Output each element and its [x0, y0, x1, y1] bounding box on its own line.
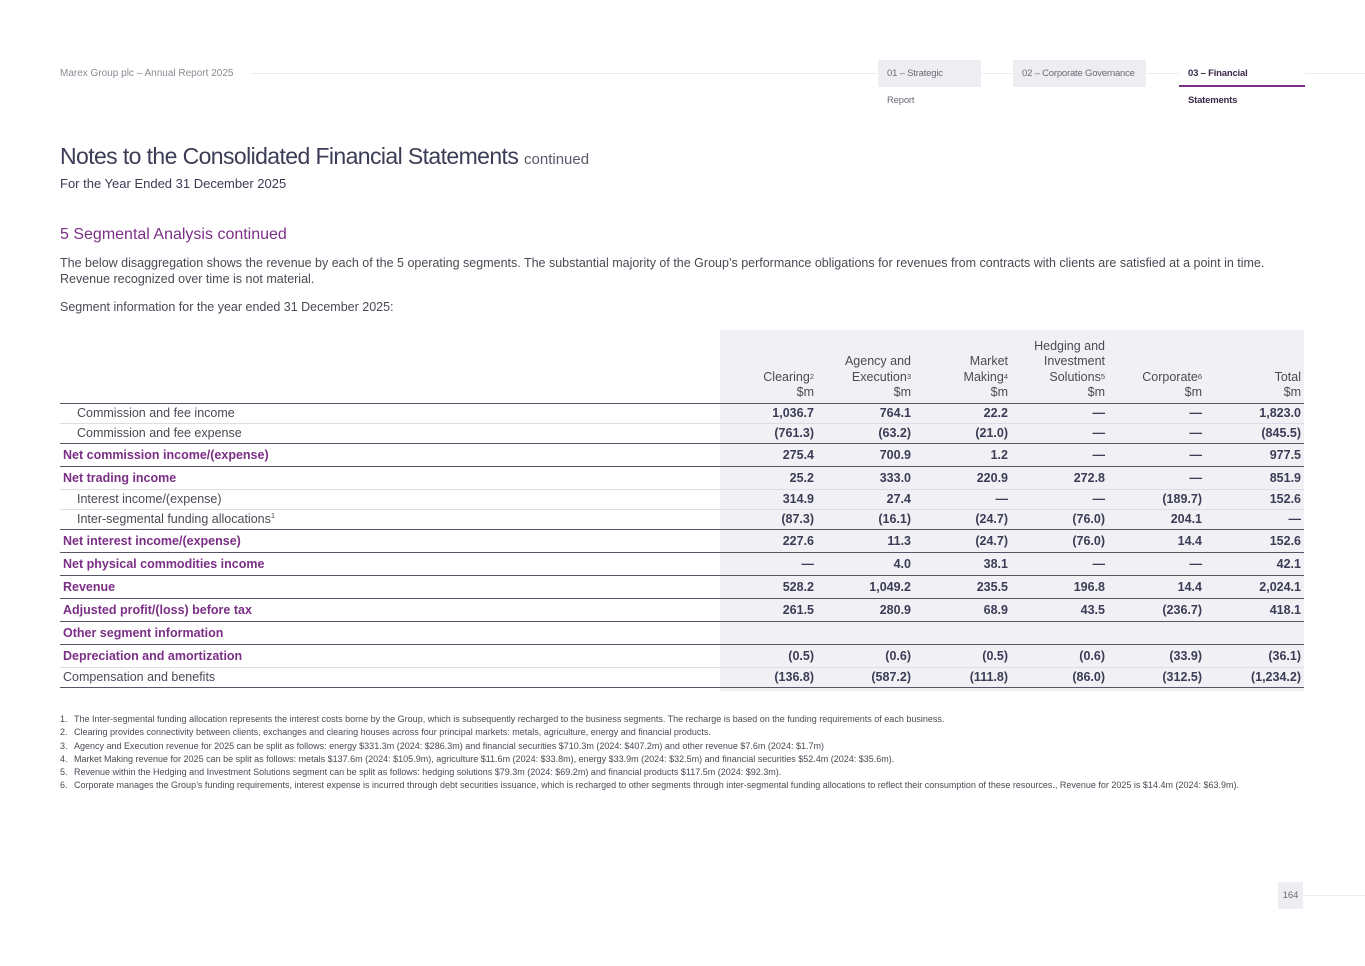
table-row: [60, 509, 1304, 529]
table-cell: 280.9: [817, 598, 914, 621]
header-label-cell: [60, 330, 720, 403]
footnote: [60, 726, 1305, 739]
table-cell: (761.3): [720, 423, 817, 443]
column-header: [817, 330, 914, 403]
row-label: [60, 443, 720, 466]
table-cell: 25.2: [720, 466, 817, 489]
column-header-name: [1111, 370, 1202, 386]
table-cell: 11.3: [817, 529, 914, 552]
row-footnote-ref: 1: [270, 511, 276, 520]
table-cell: 700.9: [817, 443, 914, 466]
section-suffix: continued: [217, 226, 287, 243]
row-label: [60, 403, 720, 423]
table-cell: 27.4: [817, 489, 914, 509]
table-row: [60, 529, 1304, 552]
column-header-line: [820, 339, 911, 355]
tab-strategic-report[interactable]: 01 – Strategic Report: [878, 60, 981, 87]
row-label-text: Adjusted profit/(loss) before tax: [63, 602, 252, 617]
row-label-text: Revenue: [63, 579, 116, 594]
table-cell: [1205, 621, 1304, 644]
column-header: [1205, 330, 1304, 403]
column-header-line: [723, 339, 814, 355]
table-cell: 1,049.2: [817, 575, 914, 598]
table-cell: 1.2: [914, 443, 1011, 466]
table-cell: —: [1108, 552, 1205, 575]
table-cell: —: [1011, 489, 1108, 509]
table-cell: —: [1108, 466, 1205, 489]
footnote: [60, 766, 1305, 779]
table-cell: (86.0): [1011, 667, 1108, 687]
table-cell: —: [1011, 552, 1108, 575]
table-cell: —: [1011, 443, 1108, 466]
table-cell: [817, 621, 914, 644]
report-title: Marex Group plc – Annual Report 2025: [60, 68, 234, 79]
footnote-number: 3.: [60, 740, 68, 751]
table-cell: —: [1189, 406, 1202, 420]
table-cell: 314.9: [720, 489, 817, 509]
table-cell: (24.7): [914, 509, 1011, 529]
column-unit: $m: [1283, 385, 1301, 399]
table-cell: 764.1: [879, 406, 911, 420]
column-unit: $m: [1184, 385, 1202, 399]
column-header: [1108, 330, 1205, 403]
table-row: [60, 667, 1304, 687]
column-header-line: Market: [969, 354, 1008, 368]
table-cell: 261.5: [720, 598, 817, 621]
table-cell: 1,823.0: [1259, 406, 1301, 420]
column-footnote-ref: 2: [809, 371, 814, 381]
table-cell: (236.7): [1108, 598, 1205, 621]
row-label: [60, 509, 720, 529]
segment-table: [60, 330, 1304, 688]
column-name: Corporate: [1142, 369, 1198, 384]
row-label-text: Other segment information: [63, 625, 224, 640]
column-unit: $m: [1087, 385, 1105, 399]
row-label-text: Net trading income: [63, 470, 177, 485]
table-row: [60, 403, 1304, 423]
table-cell: (76.0): [1011, 529, 1108, 552]
row-label: [60, 552, 720, 575]
table-cell: (312.5): [1108, 667, 1205, 687]
table-cell: —: [1108, 423, 1205, 443]
table-cell: [1108, 621, 1205, 644]
table-cell: 2,024.1: [1205, 575, 1304, 598]
table-cell: 204.1: [1108, 509, 1205, 529]
table-cell: (587.2): [817, 667, 914, 687]
column-header-name: [723, 370, 814, 386]
table-cell: (0.6): [817, 644, 914, 667]
table-cell: —: [1092, 406, 1105, 420]
row-label-text: Net interest income/(expense): [63, 533, 241, 548]
page-title-main: Notes to the Consolidated Financial Statements: [60, 143, 519, 169]
row-label: [60, 575, 720, 598]
table-cell: (111.8): [914, 667, 1011, 687]
table-row: [60, 598, 1304, 621]
table-cell: 68.9: [914, 598, 1011, 621]
footnote-text: The Inter-segmental funding allocation represents the interest costs borne by the Group, which is subsequently recharged to the business segments. The recharge is based on the funding requirements of each business.: [74, 714, 945, 724]
row-label-text: Commission and fee income: [77, 406, 235, 420]
footnote-number: 1.: [60, 714, 68, 724]
column-header-line: [1208, 339, 1301, 355]
footnote: [60, 779, 1305, 792]
row-label: [60, 466, 720, 489]
table-cell: (63.2): [817, 423, 914, 443]
row-label-text: Interest income/(expense): [77, 492, 222, 506]
intro-paragraph: The below disaggregation shows the revenue by each of the 5 operating segments. The substantial majority of the Group’s performance obligations for revenues from contracts with clients are satisfied at a point in time. Revenue recognized over time is not material.: [60, 256, 1265, 286]
table-cell: 14.4: [1108, 575, 1205, 598]
row-label-text: Compensation and benefits: [63, 670, 216, 684]
table-cell: [914, 621, 1011, 644]
table-cell: —: [720, 552, 817, 575]
column-header: [1011, 330, 1108, 403]
table-cell: 227.6: [720, 529, 817, 552]
section-title: 5 Segmental Analysis: [60, 226, 213, 243]
table-cell: (33.9): [1108, 644, 1205, 667]
column-unit: $m: [990, 385, 1008, 399]
row-label: [60, 598, 720, 621]
table-cell: (189.7): [1108, 489, 1205, 509]
column-unit: $m: [796, 385, 814, 399]
footnote-number: 2.: [60, 727, 68, 738]
row-label-text: Net commission income/(expense): [63, 447, 269, 462]
table-row: [60, 644, 1304, 667]
segment-info-caption: Segment information for the year ended 31 December 2025:: [60, 300, 394, 314]
column-name: Total: [1274, 369, 1301, 384]
table-cell: 152.6: [1205, 489, 1304, 509]
table-cell: (845.5): [1205, 423, 1304, 443]
row-label: [60, 489, 720, 509]
table-cell: 196.8: [1011, 575, 1108, 598]
column-header-name: [820, 370, 911, 386]
section-heading: [60, 226, 287, 244]
table-row: [60, 466, 1304, 489]
footnote: [60, 753, 1305, 766]
table-cell: —: [1108, 443, 1205, 466]
row-label-text: Depreciation and amortization: [63, 648, 243, 663]
column-header-name: [1014, 370, 1105, 386]
table-cell: 43.5: [1011, 598, 1108, 621]
column-name: Clearing: [763, 369, 810, 384]
table-cell: —: [1011, 423, 1108, 443]
table-cell: 4.0: [817, 552, 914, 575]
table-row: [60, 423, 1304, 443]
table-cell: (21.0): [914, 423, 1011, 443]
table-cell: (0.5): [720, 644, 817, 667]
table-cell: 977.5: [1205, 443, 1304, 466]
table-row: [60, 443, 1304, 466]
table-cell: 42.1: [1205, 552, 1304, 575]
footnote-number: 5.: [60, 767, 68, 778]
row-label: [60, 529, 720, 552]
table-row: [60, 552, 1304, 575]
column-header: [720, 330, 817, 403]
table-cell: [1011, 621, 1108, 644]
column-header-line: [917, 339, 1008, 355]
row-label-text: Commission and fee expense: [77, 426, 242, 440]
column-header-line: [1111, 354, 1202, 370]
footnote: [60, 713, 1305, 726]
column-header-line: [723, 354, 814, 370]
page-number: 164: [1278, 882, 1303, 909]
page-subtitle: For the Year Ended 31 December 2025: [60, 176, 287, 191]
table-row: [60, 621, 1304, 644]
footnote-text: Corporate manages the Group’s funding requirements, interest expense is incurred through debt securities issuance, which is recharged to other segments through inter-segmental funding allocations to reflect their consumption of these resources., Revenue for 2025 is $14.4m (2024: $63.9m).: [74, 780, 1239, 791]
column-footnote-ref: 3: [906, 371, 911, 381]
table-cell: 152.6: [1205, 529, 1304, 552]
table-cell: 272.8: [1011, 466, 1108, 489]
table-cell: 235.5: [914, 575, 1011, 598]
table-cell: 220.9: [914, 466, 1011, 489]
table-cell: (36.1): [1205, 644, 1304, 667]
row-label: [60, 667, 720, 687]
row-label-text: Net physical commodities income: [63, 556, 265, 571]
table-cell: 38.1: [914, 552, 1011, 575]
column-header-line: [1111, 339, 1202, 355]
footnote: [60, 740, 1305, 753]
table-cell: (76.0): [1011, 509, 1108, 529]
footnote-text: Clearing provides connectivity between clients, exchanges and clearing houses across four principal markets: metals, agriculture, energy and financial products.: [74, 727, 711, 738]
footnote-text: Market Making revenue for 2025 can be split as follows: metals $137.6m (2024: $105.9m), agriculture $11.6m (2024: $33.8m), energy $33.9m (2024: $32.5m) and financial securities $52.4m (2024: $35.6m).: [74, 753, 895, 764]
table-cell: (0.5): [914, 644, 1011, 667]
footer-rule: [1303, 895, 1365, 896]
column-header-name: [1208, 370, 1301, 386]
table-cell: 22.2: [983, 406, 1008, 420]
column-header-name: [917, 370, 1008, 386]
column-header-line: Agency and: [844, 354, 911, 368]
column-footnote-ref: 6: [1197, 371, 1202, 381]
table-cell: 528.2: [720, 575, 817, 598]
page-title-suffix: continued: [524, 151, 590, 168]
column-unit: $m: [893, 385, 911, 399]
table-cell: (24.7): [914, 529, 1011, 552]
table-body: [60, 403, 1304, 687]
tab-corporate-governance[interactable]: 02 – Corporate Governance: [1013, 60, 1146, 87]
table-cell: 418.1: [1205, 598, 1304, 621]
footnotes: [60, 713, 1305, 793]
table-row: [60, 489, 1304, 509]
table-cell: (0.6): [1011, 644, 1108, 667]
table-cell: 1,036.7: [772, 406, 814, 420]
table-cell: 14.4: [1108, 529, 1205, 552]
table-cell: 851.9: [1205, 466, 1304, 489]
footnote-number: 4.: [60, 753, 68, 764]
table-cell: [720, 621, 817, 644]
tab-financial-statements[interactable]: 03 – Financial Statements: [1179, 60, 1305, 87]
footnote-text: Revenue within the Hedging and Investment Solutions segment can be split as follows: hedging solutions $79.3m (2024: $69.2m) and financial products $117.5m (2024: $92.3m).: [74, 767, 782, 778]
column-footnote-ref: 4: [1003, 371, 1008, 381]
column-footnote-ref: 5: [1100, 371, 1105, 381]
page-title: [60, 143, 589, 170]
footnote-number: 6.: [60, 780, 68, 791]
column-header: [914, 330, 1011, 403]
table-row: [60, 575, 1304, 598]
table-cell: (136.8): [720, 667, 817, 687]
table-cell: 333.0: [817, 466, 914, 489]
row-label-text: Inter-segmental funding allocations: [77, 512, 271, 526]
row-label: [60, 423, 720, 443]
column-name: Making: [963, 369, 1004, 384]
column-header-line: [1208, 354, 1301, 370]
table-cell: (87.3): [720, 509, 817, 529]
column-header-line: Investment: [1043, 354, 1105, 368]
column-name: Execution: [851, 369, 907, 384]
table-cell: (1,234.2): [1205, 667, 1304, 687]
footnote-text: Agency and Execution revenue for 2025 can be split as follows: energy $331.3m (2024: $286.3m) and financial securities $710.3m (2024: $407.2m) and other revenue $7.6m (2024: $1.7m): [74, 740, 824, 751]
row-label: [60, 644, 720, 667]
row-label: [60, 621, 720, 644]
table-cell: —: [1205, 509, 1304, 529]
table-cell: —: [914, 489, 1011, 509]
column-name: Solutions: [1049, 369, 1101, 384]
column-header-line: Hedging and: [1034, 338, 1105, 353]
table-header-row: [60, 330, 1304, 403]
table-cell: (16.1): [817, 509, 914, 529]
table-cell: 275.4: [720, 443, 817, 466]
